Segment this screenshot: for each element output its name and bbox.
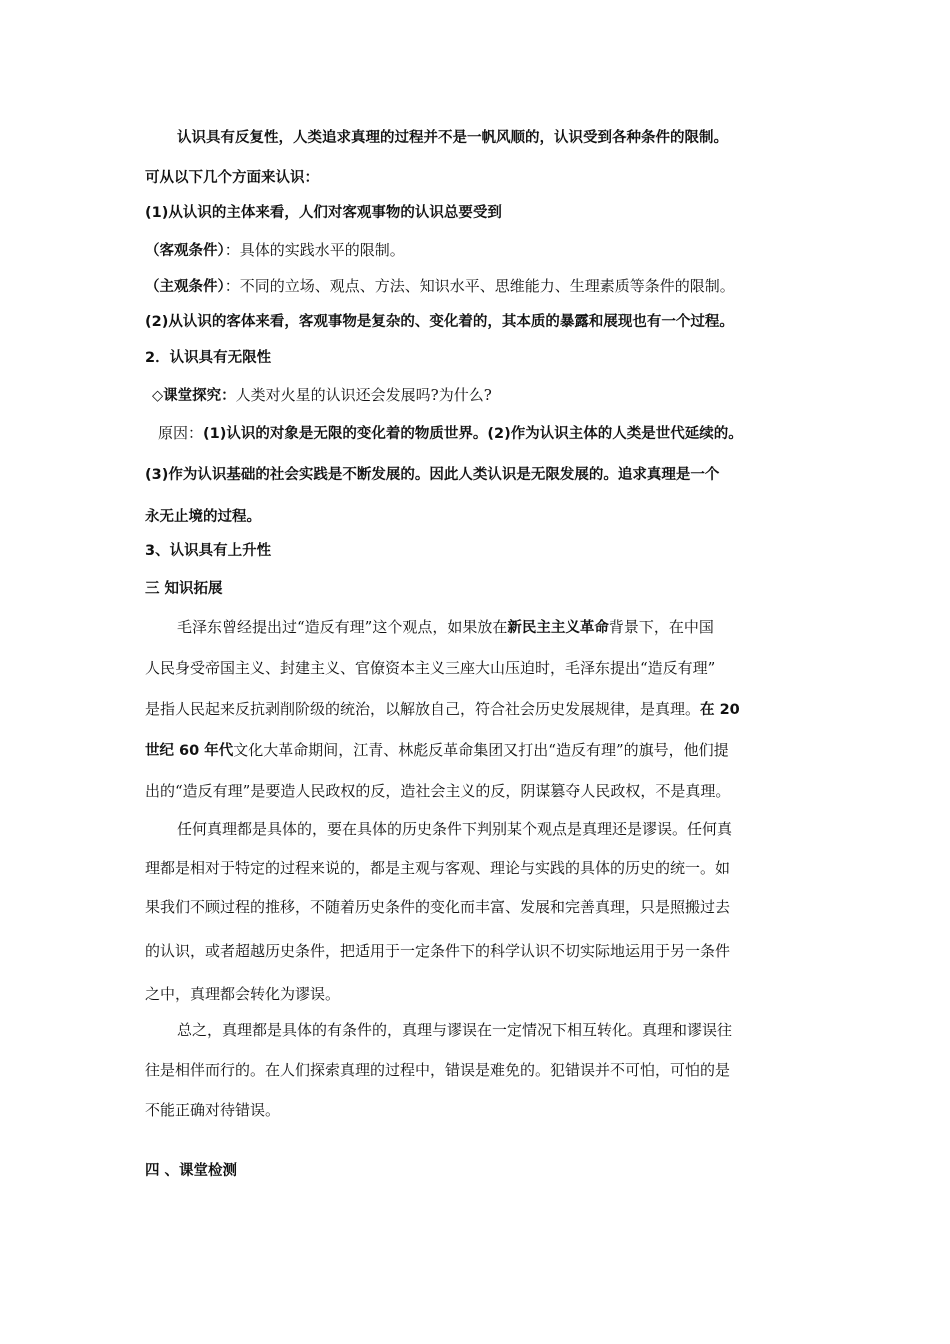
paragraph-repetition-line2: 可从以下几个方面来认识： <box>145 170 319 186</box>
reason-label: 原因： <box>158 424 204 442</box>
reason-line3: 永无止境的过程。 <box>145 509 261 525</box>
point-subject: (1)从认识的主体来看，人们对客观事物的认识总要受到 <box>145 205 502 221</box>
mao-line3-bold: 在 20 <box>700 702 740 718</box>
objective-conditions-text: ：具体的实践水平的限制。 <box>224 241 405 259</box>
mao-line2: 人民身受帝国主义、封建主义、官僚资本主义三座大山压迫时，毛泽东提出“造反有理” <box>145 659 716 677</box>
subjective-conditions-line <box>145 276 815 297</box>
class-exploration-label: ◇课堂探究： <box>152 388 236 404</box>
mao-line5: 出的“造反有理”是要造人民政权的反，造社会主义的反，阴谋篡夺人民政权，不是真理。 <box>145 782 731 800</box>
objective-conditions-line <box>145 240 815 261</box>
mao-line1 <box>177 617 817 638</box>
mao-line4 <box>145 740 815 761</box>
summary-line2: 往是相伴而行的。在人们探索真理的过程中，错误是难免的。犯错误并不可怕，可怕的是 <box>145 1061 731 1079</box>
subjective-conditions-label: （主观条件） <box>145 279 225 295</box>
reason-line2: (3)作为认识基础的社会实践是不断发展的。因此人类认识是无限发展的。追求真理是一个 <box>145 467 720 483</box>
reason-text1: (1)认识的对象是无限的变化着的物质世界。(2)作为认识主体的人类是世代延续的。 <box>203 426 743 442</box>
subjective-conditions-text: ：不同的立场、观点、方法、知识水平、思维能力、生理素质等条件的限制。 <box>224 277 735 295</box>
truth-line2: 理都是相对于特定的过程来说的，都是主观与客观、理论与实践的具体的历史的统一。如 <box>145 859 731 877</box>
class-exploration-question: 人类对火星的认识还会发展吗?为什么? <box>235 386 492 404</box>
heading-class-test: 四 、课堂检测 <box>145 1163 238 1179</box>
point-object: (2)从认识的客体来看，客观事物是复杂的、变化着的，其本质的暴露和展现也有一个过程。 <box>145 314 734 330</box>
truth-line1: 任何真理都是具体的，要在具体的历史条件下判别某个观点是真理还是谬误。任何真 <box>177 820 733 838</box>
heading-infinite: 2．认识具有无限性 <box>145 350 272 366</box>
objective-conditions-label: （客观条件） <box>145 243 225 259</box>
mao-line1-bold: 新民主主义革命 <box>507 620 609 636</box>
summary-line1: 总之，真理都是具体的有条件的，真理与谬误在一定情况下相互转化。真理和谬误往 <box>177 1021 733 1039</box>
truth-line4: 的认识，或者超越历史条件，把适用于一定条件下的科学认识不切实际地运用于另一条件 <box>145 942 731 960</box>
paragraph-repetition-line1: 认识具有反复性，人类追求真理的过程并不是一帆风顺的，认识受到各种条件的限制。 <box>177 130 728 146</box>
heading-knowledge-extension: 三 知识拓展 <box>145 581 223 597</box>
mao-line1-text-a: 毛泽东曾经提出过“造反有理”这个观点，如果放在 <box>177 618 508 636</box>
mao-line4-text: 文化大革命期间，江青、林彪反革命集团又打出“造反有理”的旗号，他们提 <box>233 741 729 759</box>
reason-line1 <box>158 423 828 444</box>
mao-line3 <box>145 699 815 720</box>
mao-line1-text-c: 背景下，在中国 <box>608 618 714 636</box>
truth-line5: 之中，真理都会转化为谬误。 <box>145 985 341 1003</box>
mao-line4-bold: 世纪 60 年代 <box>145 743 234 759</box>
truth-line3: 果我们不顾过程的推移，不随着历史条件的变化而丰富、发展和完善真理，只是照搬过去 <box>145 898 731 916</box>
summary-line3: 不能正确对待错误。 <box>145 1101 281 1119</box>
mao-line3-text: 是指人民起来反抗剥削阶级的统治，以解放自己，符合社会历史发展规律，是真理。 <box>145 700 701 718</box>
heading-rising: 3、认识具有上升性 <box>145 543 272 559</box>
class-exploration-line <box>152 385 822 406</box>
